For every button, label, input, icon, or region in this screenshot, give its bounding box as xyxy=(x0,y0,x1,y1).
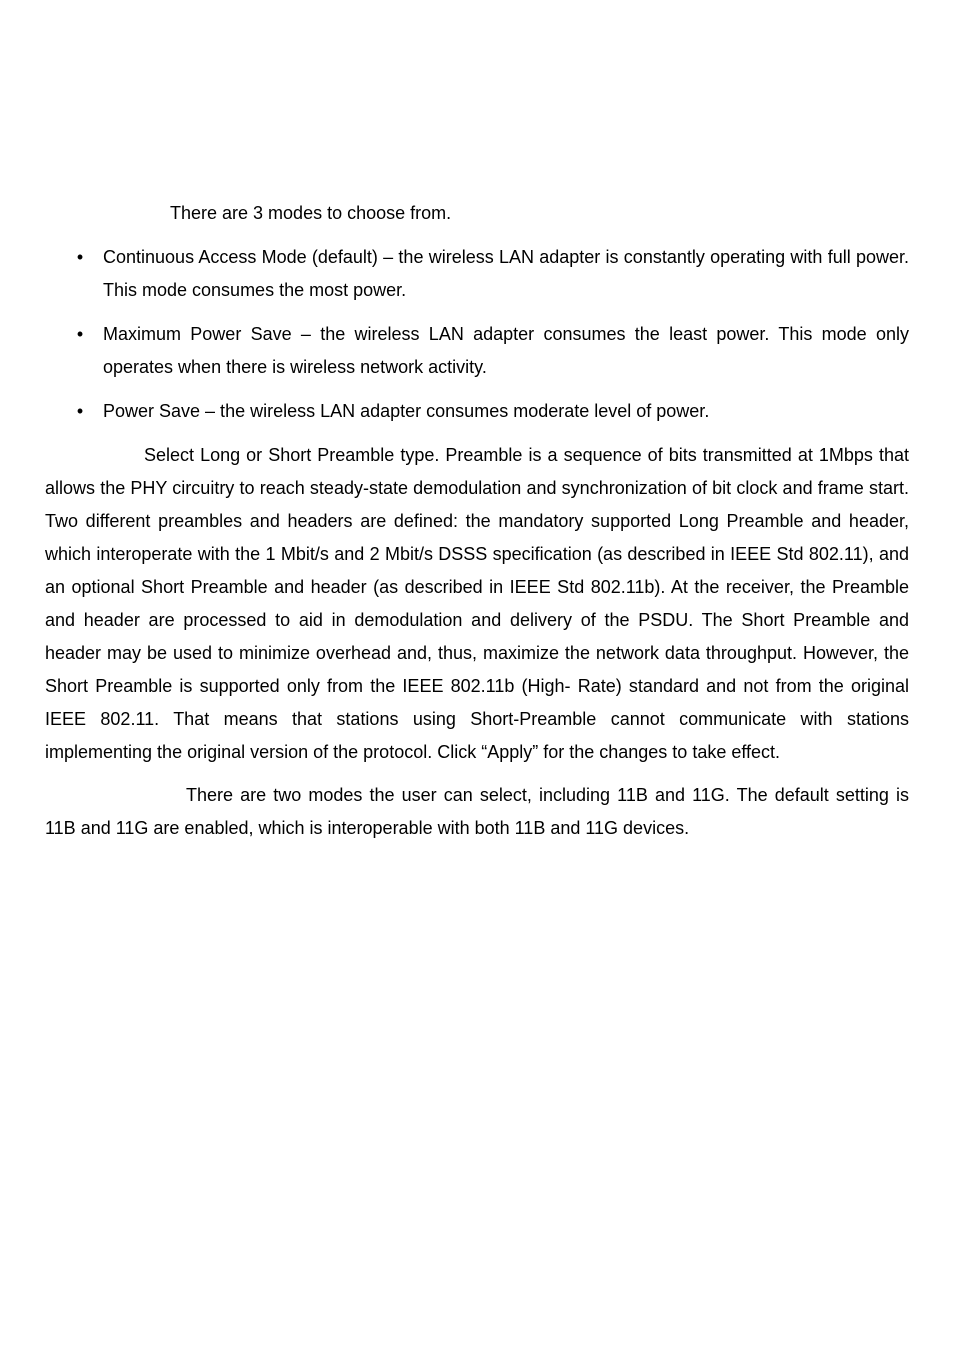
preamble-text: Select Long or Short Preamble type. Preamble is a sequence of bits transmitted at 1Mbps that allows the PHY circuitry to reach steady-state demodulation and synchronization of bit clock and frame start. Two different preambles and headers are defined: the mandatory supported Long Preamble and header, which interoperate with the 1 Mbit/s and 2 Mbit/s DSSS specification (as described in IEEE Std 802.11), and an optional Short Preamble and header (as described in IEEE Std 802.11b). At the receiver, the Preamble and header are processed to aid in demodulation and delivery of the PSDU. The Short Preamble and header may be used to minimize overhead and, thus, maximize the network data throughput. However, the Short Preamble is supported only from the IEEE 802.11b (High- Rate) standard and not from the original IEEE 802.11. That means that stations using Short-Preamble cannot communicate with stations implementing the original version of the protocol. Click “Apply” for the changes to take effect. xyxy=(45,445,909,762)
mode-description: Continuous Access Mode (default) – the wireless LAN adapter is constantly operating with full power. This mode consumes the most power. xyxy=(103,247,909,300)
bullet-icon: • xyxy=(76,247,84,267)
power-save-intro: There are 3 modes to choose from. xyxy=(170,203,452,223)
preamble-paragraph xyxy=(45,439,909,769)
mode-description: Power Save – the wireless LAN adapter consumes moderate level of power. xyxy=(103,401,710,421)
power-save-mode-list xyxy=(45,241,909,428)
bullet-icon: • xyxy=(76,401,84,421)
list-item xyxy=(45,241,909,307)
wireless-mode-text: There are two modes the user can select, including 11B and 11G. The default setting is 11B and 11G are enabled, which is interoperable with both 11B and 11G devices. xyxy=(45,785,909,838)
wireless-mode-paragraph xyxy=(45,779,909,845)
list-item xyxy=(45,395,909,428)
mode-description: Maximum Power Save – the wireless LAN adapter consumes the least power. This mode only operates when there is wireless network activity. xyxy=(103,324,909,377)
list-item xyxy=(45,318,909,384)
document-page xyxy=(45,197,909,855)
bullet-icon: • xyxy=(76,324,84,344)
